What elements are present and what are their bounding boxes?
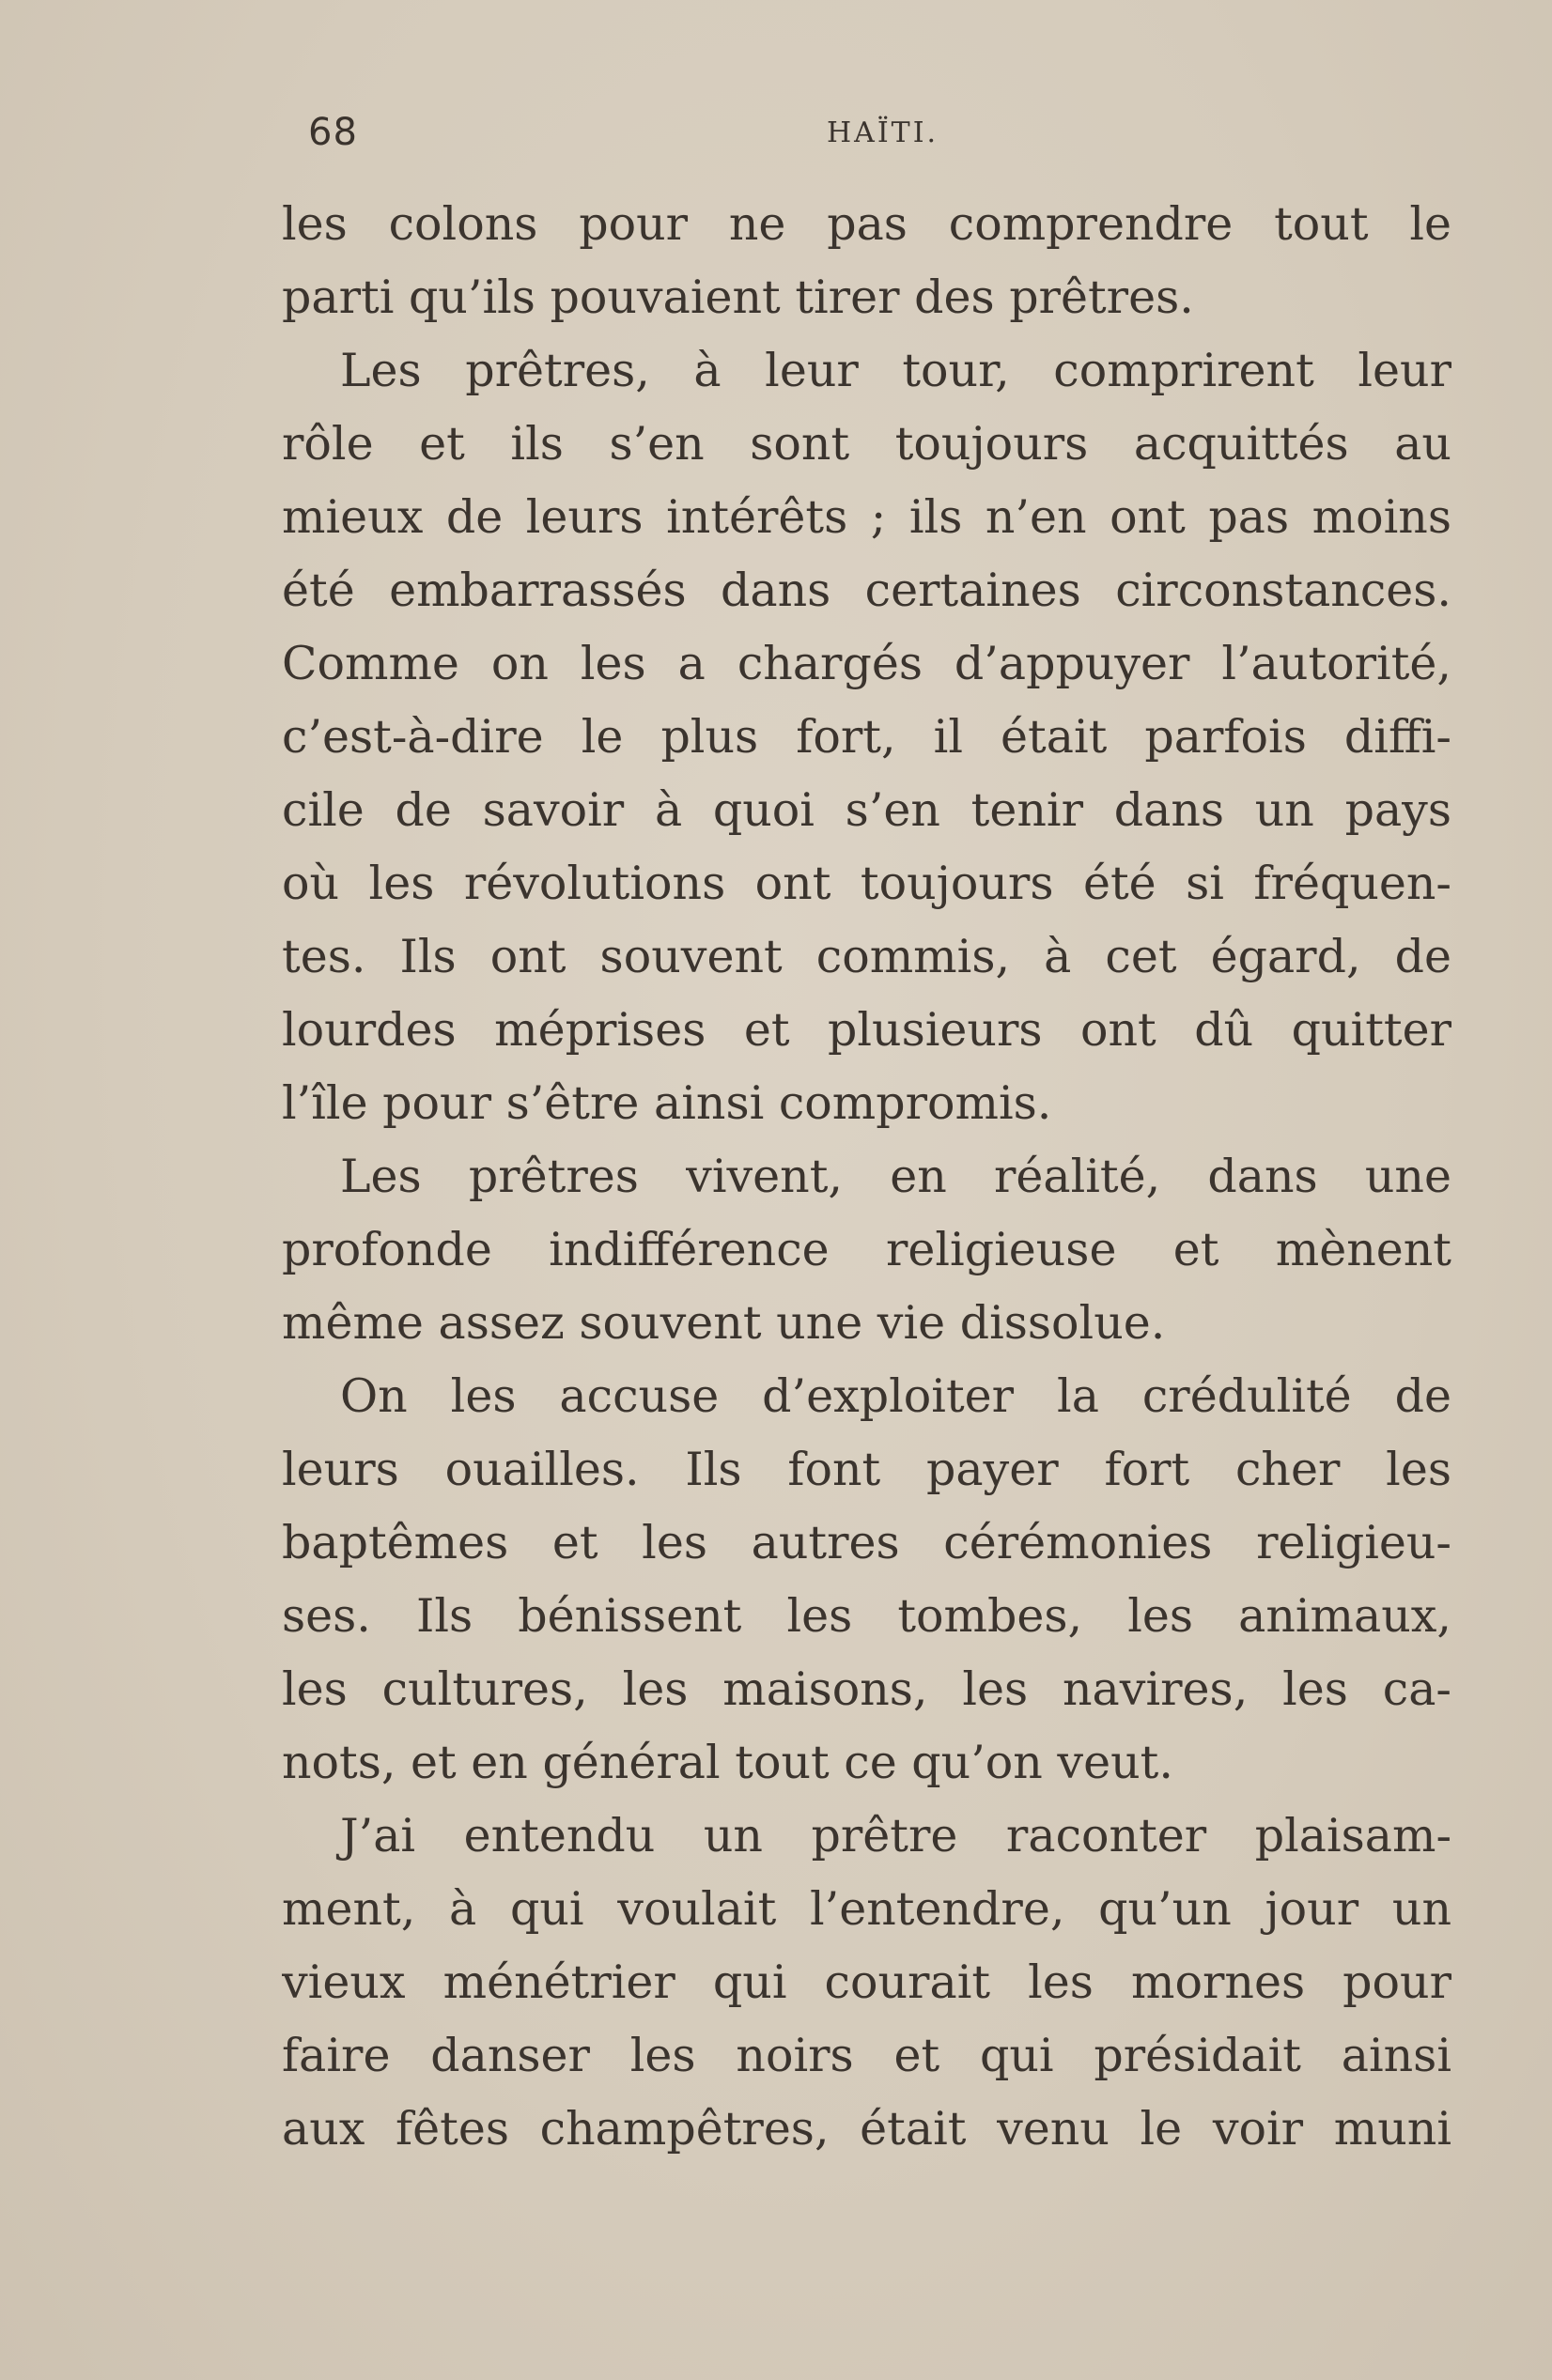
text-line: On les accuse d’exploiter la crédulité de xyxy=(340,1369,1451,1423)
page-number: 68 xyxy=(308,111,358,154)
text-line: ses. Ils bénissent les tombes, les animaux, xyxy=(282,1589,1451,1643)
text-line: cile de savoir à quoi s’en tenir dans un pays xyxy=(282,783,1451,837)
text-line: parti qu’ils pouvaient tirer des prêtres. xyxy=(282,270,1194,324)
text-line: rôle et ils s’en sont toujours acquittés au xyxy=(282,417,1451,471)
text-line: été embarrassés dans certaines circonstances. xyxy=(282,564,1451,617)
text-line: nots, et en général tout ce qu’on veut. xyxy=(282,1736,1173,1789)
text-line: l’île pour s’être ainsi compromis. xyxy=(282,1076,1052,1130)
text-line: les colons pour ne pas comprendre tout le xyxy=(282,197,1451,251)
text-line: aux fêtes champêtres, était venu le voir muni xyxy=(282,2102,1451,2156)
text-line: mieux de leurs intérêts ; ils n’en ont pas moins xyxy=(282,490,1451,544)
text-line: J’ai entendu un prêtre raconter plaisam- xyxy=(340,1809,1451,1862)
text-line: c’est-à-dire le plus fort, il était parfois diffi- xyxy=(282,710,1451,764)
running-title: HAÏTI. xyxy=(827,116,939,149)
page-header xyxy=(308,111,1248,158)
text-line: les cultures, les maisons, les navires, les ca- xyxy=(282,1662,1451,1716)
text-line: ment, à qui voulait l’entendre, qu’un jour un xyxy=(282,1882,1451,1936)
text-line: baptêmes et les autres cérémonies religieu- xyxy=(282,1516,1451,1569)
text-line: vieux ménétrier qui courait les mornes pour xyxy=(282,1955,1451,2009)
text-line: tes. Ils ont souvent commis, à cet égard, de xyxy=(282,930,1451,983)
text-line: Les prêtres, à leur tour, comprirent leur xyxy=(340,344,1451,397)
text-line: où les révolutions ont toujours été si fréquen- xyxy=(282,857,1451,910)
text-line: faire danser les noirs et qui présidait ainsi xyxy=(282,2029,1451,2082)
text-line: profonde indifférence religieuse et mènent xyxy=(282,1223,1451,1276)
text-line: même assez souvent une vie dissolue. xyxy=(282,1296,1166,1350)
text-line: Comme on les a chargés d’appuyer l’autorité, xyxy=(282,637,1451,690)
text-line: Les prêtres vivent, en réalité, dans une xyxy=(340,1150,1451,1203)
text-line: leurs ouailles. Ils font payer fort cher les xyxy=(282,1443,1451,1496)
text-line: lourdes méprises et plusieurs ont dû quitter xyxy=(282,1003,1451,1057)
body-text xyxy=(282,188,1451,2166)
